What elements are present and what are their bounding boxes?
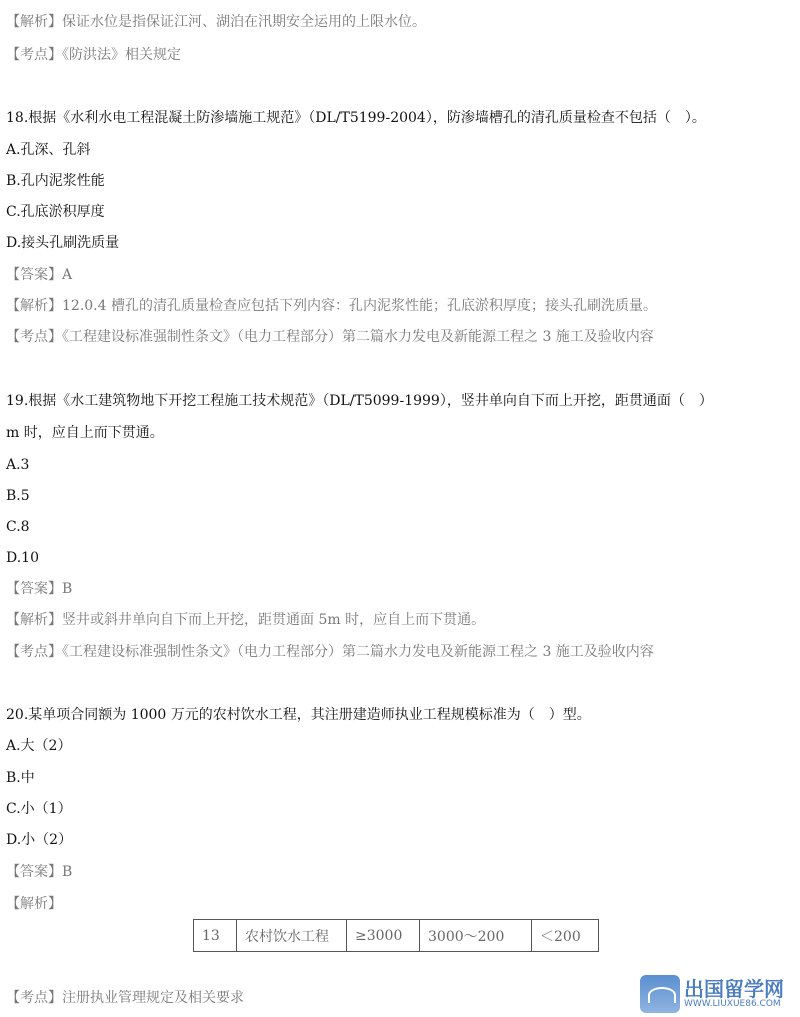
table-cell: ≥3000 [347, 920, 420, 952]
logo-icon [640, 975, 680, 1013]
watermark-logo [640, 973, 800, 1017]
q20-answer: 【答案】B [6, 864, 73, 880]
q19-option-b: B.5 [6, 488, 30, 504]
q18-option-b: B.孔内泥浆性能 [6, 173, 105, 189]
q19-analysis: 【解析】竖井或斜井单向自下而上开挖，距贯通面 5m 时，应自上而下贯通。 [6, 612, 486, 628]
q19-question-line1: 19.根据《水工建筑物地下开挖工程施工技术规范》（DL/T5099-1999），竖井单向自下而上开挖，距贯通面（ ） [6, 393, 713, 409]
prev-point: 【考点】《防洪法》相关规定 [6, 47, 181, 63]
table-cell: 13 [194, 920, 237, 952]
table-row [194, 920, 599, 952]
q19-option-c: C.8 [6, 519, 30, 535]
q19-answer: 【答案】B [6, 581, 73, 597]
q20-option-c: C.小（1） [6, 801, 72, 817]
q20-option-a: A.大（2） [6, 738, 72, 754]
q18-option-c: C.孔底淤积厚度 [6, 204, 105, 220]
q18-analysis: 【解析】12.0.4 槽孔的清孔质量检查应包括下列内容：孔内泥浆性能；孔底淤积厚度；接头孔刷洗质量。 [6, 298, 657, 314]
q19-option-a: A.3 [6, 457, 30, 473]
q20-option-d: D.小（2） [6, 832, 73, 848]
logo-name: 出国留学网 [684, 977, 784, 1001]
q18-answer: 【答案】A [6, 267, 73, 283]
q19-option-d: D.10 [6, 550, 39, 566]
q20-point: 【考点】注册执业管理规定及相关要求 [6, 990, 244, 1006]
q19-question-line2: m 时，应自上而下贯通。 [6, 425, 164, 441]
q20-analysis: 【解析】 [6, 896, 62, 912]
q19-point: 【考点】《工程建设标准强制性条文》（电力工程部分）第二篇水力发电及新能源工程之 3 施工及验收内容 [6, 644, 654, 660]
table-cell: 农村饮水工程 [237, 920, 347, 952]
table-cell: 3000～200 [420, 920, 532, 952]
logo-url: WWW.LIUXUE86.COM [684, 999, 781, 1009]
table-cell: ＜200 [532, 920, 599, 952]
prev-analysis: 【解析】保证水位是指保证江河、湖泊在汛期安全运用的上限水位。 [6, 14, 426, 30]
q18-point: 【考点】《工程建设标准强制性条文》（电力工程部分）第二篇水力发电及新能源工程之 3 施工及验收内容 [6, 329, 654, 345]
q18-option-a: A.孔深、孔斜 [6, 142, 91, 158]
q18-question: 18.根据《水利水电工程混凝土防渗墙施工规范》（DL/T5199-2004），防渗墙槽孔的清孔质量检查不包括（ ）。 [6, 110, 706, 126]
scale-table [193, 919, 599, 952]
q18-option-d: D.接头孔刷洗质量 [6, 235, 120, 251]
q20-option-b: B.中 [6, 770, 35, 786]
q20-question: 20.某单项合同额为 1000 万元的农村饮水工程，其注册建造师执业工程规模标准为（ ）型。 [6, 707, 591, 723]
